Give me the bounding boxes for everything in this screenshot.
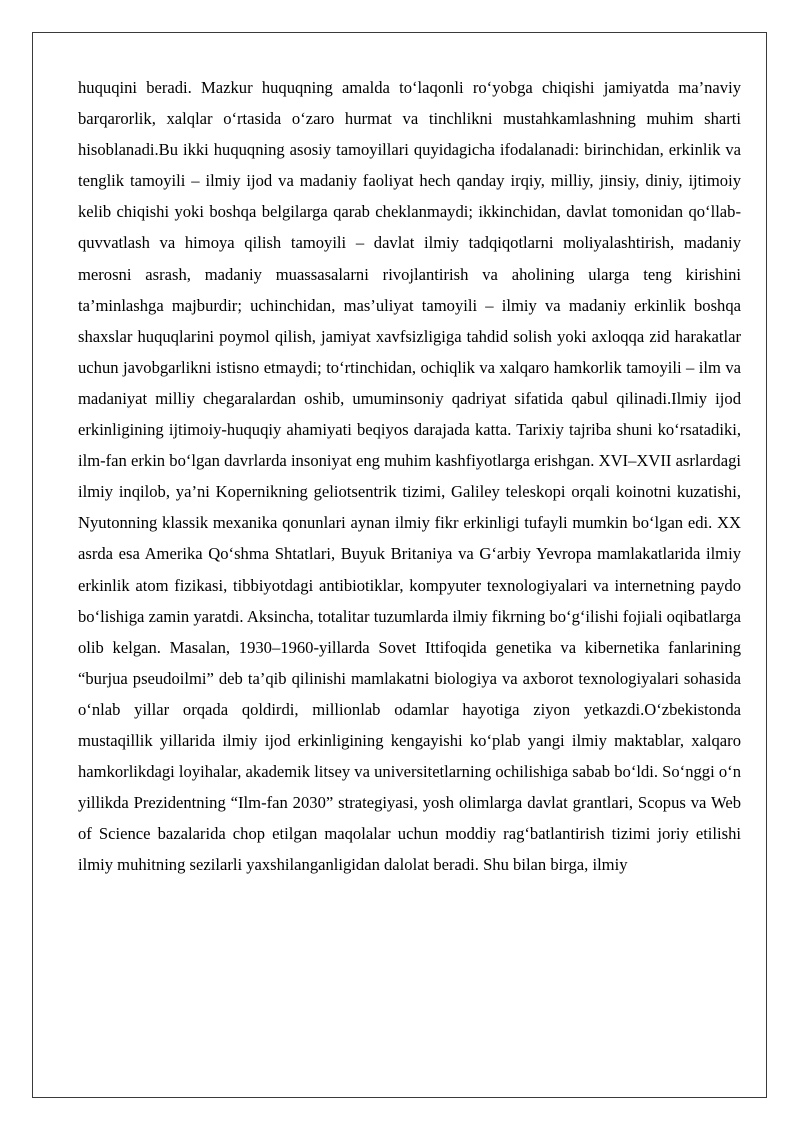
body-paragraph: huquqini beradi. Mazkur huquqning amalda to‘laqonli ro‘yobga chiqishi jamiyatda ma’naviy barqarorlik, xalqlar o‘rtasida o‘zaro hurmat va tinchlikni mustahkamlashning muhim sharti hisoblanadi.Bu ikki huquqning asosiy tamoyillari quyidagicha ifodalanadi: birinchidan, erkinlik va tenglik tamoyili – ilmiy ijod va madaniy faoliyat hech qanday irqiy, milliy, jinsiy, diniy, ijtimoiy kelib chiqishi yoki boshqa belgilarga qarab cheklanmaydi; ikkinchidan, davlat tomonidan qo‘llab-quvvatlash va himoya qilish tamoyili – davlat ilmiy tadqiqotlarni moliyalashtirish, madaniy merosni asrash, madaniy muassasalarni rivojlantirish va aholining ularga teng kirishini ta’minlashga majburdir; uchinchidan, mas’uliyat tamoyili – ilmiy va madaniy erkinlik boshqa shaxslar huquqlarini poymol qilish, jamiyat xavfsizligiga tahdid solish yoki axloqqa zid harakatlar uchun javobgarlikni istisno etmaydi; to‘rtinchidan, ochiqlik va xalqaro hamkorlik tamoyili – ilm va madaniyat milliy chegaralardan oshib, umuminsoniy qadriyat sifatida qabul qilinadi.Ilmiy ijod erkinligining ijtimoiy-huquqiy ahamiyati beqiyos darajada katta. Tarixiy tajriba shuni ko‘rsatadiki, ilm-fan erkin bo‘lgan davrlarda insoniyat eng muhim kashfiyotlarga erishgan. XVI–XVII asrlardagi ilmiy inqilob, ya’ni Kopernikning geliotsentrik tizimi, Galiley teleskopi orqali koinotni kuzatishi, Nyutonning klassik mexanika qonunlari aynan ilmiy fikr erkinligi tufayli mumkin bo‘lgan edi. XX asrda esa Amerika Qo‘shma Shtatlari, Buyuk Britaniya va G‘arbiy Yevropa mamlakatlarida ilmiy erkinlik atom fizikasi, tibbiyotdagi antibiotiklar, kompyuter texnologiyalari va internetning paydo bo‘lishiga zamin yaratdi. Aksincha, totalitar tuzumlarda ilmiy fikrning bo‘g‘ilishi fojiali oqibatlarga olib kelgan. Masalan, 1930–1960-yillarda Sovet Ittifoqida genetika va kibernetika fanlarining “burjua pseudoilmi” deb ta’qib qilinishi mamlakatni biologiya va axborot texnologiyalari sohasida o‘nlab yillar orqada qoldirdi, millionlab odamlar hayotiga ziyon yetkazdi.O‘zbekistonda mustaqillik yillarida ilmiy ijod erkinligining kengayishi ko‘plab yangi ilmiy maktablar, xalqaro hamkorlikdagi loyihalar, akademik litsey va universitetlarning ochilishiga sabab bo‘ldi. So‘nggi o‘n yillikda Prezidentning “Ilm-fan 2030” strategiyasi, yosh olimlarga davlat grantlari, Scopus va Web of Science bazalarida chop etilgan maqolalar uchun moddiy rag‘batlantirish tizimi joriy etilishi ilmiy muhitning sezilarli yaxshilanganligidan dalolat beradi. Shu bilan birga, ilmiy — [78, 78, 741, 875]
